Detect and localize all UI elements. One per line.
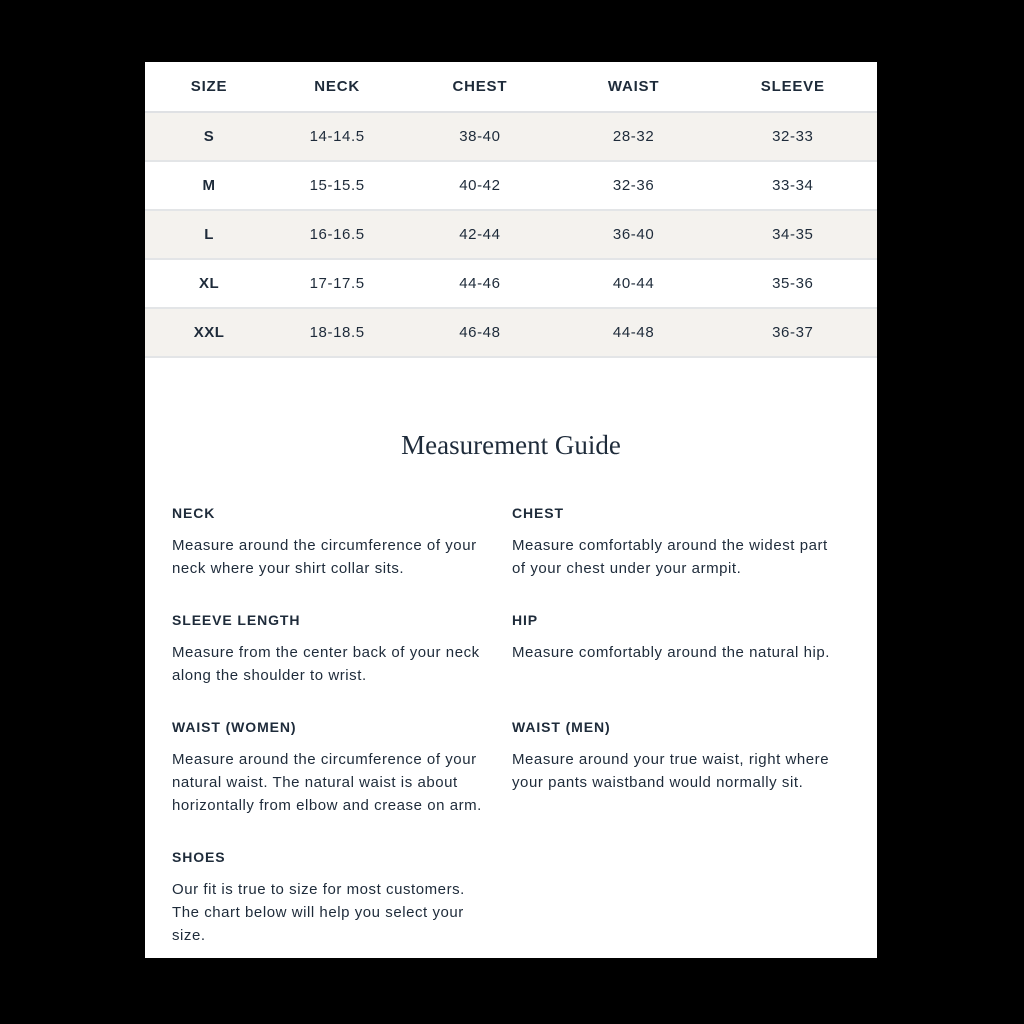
guide-body-hip: Measure comfortably around the natural hip. [512, 644, 830, 661]
guide-heading-chest: CHEST [512, 505, 564, 521]
size-cell: M [202, 177, 216, 194]
table-row-xxl [145, 308, 877, 357]
guide-section-chest [512, 505, 857, 580]
guide-section-waist-women [172, 719, 512, 817]
sleeve-cell: 32-33 [772, 128, 814, 145]
guide-body-neck: Measure around the circumference of your neck where your shirt collar sits. [172, 537, 477, 577]
waist-cell: 36-40 [612, 226, 655, 243]
guide-section-hip [512, 612, 857, 687]
measurement-guide [145, 461, 877, 947]
chest-cell: 38-40 [459, 128, 501, 145]
guide-body-chest: Measure comfortably around the widest part of your chest under your armpit. [512, 537, 828, 577]
sleeve-cell: 35-36 [772, 275, 814, 292]
guide-heading-neck: NECK [172, 505, 216, 521]
sleeve-cell: 33-34 [772, 177, 814, 194]
neck-cell: 16-16.5 [309, 226, 365, 243]
guide-body-waist-men: Measure around your true waist, right where your pants waistband would normally sit. [512, 751, 830, 791]
guide-heading-waist-women: WAIST (WOMEN) [172, 719, 297, 735]
guide-section-neck [172, 505, 512, 580]
neck-cell: 15-15.5 [309, 177, 365, 194]
size-cell: S [203, 128, 215, 145]
column-header-size: SIZE [145, 62, 273, 112]
guide-heading-hip: HIP [512, 612, 539, 628]
neck-cell: 17-17.5 [309, 275, 365, 292]
column-header-sleeve: SLEEVE [709, 62, 877, 112]
guide-body-waist-women: Measure around the circumference of your natural waist. The natural waist is about horizontally from elbow and crease on arm. [172, 751, 482, 814]
sleeve-cell: 34-35 [772, 226, 814, 243]
neck-cell: 14-14.5 [309, 128, 365, 145]
guide-heading-shoes: SHOES [172, 849, 226, 865]
chest-cell: 40-42 [459, 177, 501, 194]
table-row-xl [145, 259, 877, 308]
guide-heading-sleeve-length: SLEEVE LENGTH [172, 612, 301, 628]
table-row-l [145, 210, 877, 259]
waist-cell: 40-44 [612, 275, 655, 292]
size-cell: XXL [193, 324, 225, 341]
column-header-chest: CHEST [401, 62, 558, 112]
waist-cell: 28-32 [612, 128, 655, 145]
column-header-neck: NECK [273, 62, 401, 112]
waist-cell: 44-48 [612, 324, 655, 341]
guide-section-waist-men [512, 719, 857, 817]
chest-cell: 42-44 [459, 226, 501, 243]
size-chart-table [145, 62, 877, 358]
size-cell: XL [198, 275, 220, 292]
guide-section-shoes [172, 849, 512, 947]
measurement-guide-title: Measurement Guide [401, 430, 621, 460]
size-cell: L [204, 226, 214, 243]
table-header-row [145, 62, 877, 112]
guide-heading-waist-men: WAIST (MEN) [512, 719, 611, 735]
neck-cell: 18-18.5 [309, 324, 365, 341]
table-row-s [145, 112, 877, 161]
chest-cell: 44-46 [459, 275, 501, 292]
guide-body-shoes: Our fit is true to size for most customers. The chart below will help you select your size. [172, 881, 465, 944]
chest-cell: 46-48 [459, 324, 501, 341]
guide-section-sleeve-length [172, 612, 512, 687]
guide-body-sleeve-length: Measure from the center back of your neck along the shoulder to wrist. [172, 644, 480, 684]
sleeve-cell: 36-37 [772, 324, 814, 341]
size-guide-card [145, 62, 877, 958]
table-row-m [145, 161, 877, 210]
waist-cell: 32-36 [612, 177, 655, 194]
column-header-waist: WAIST [559, 62, 709, 112]
